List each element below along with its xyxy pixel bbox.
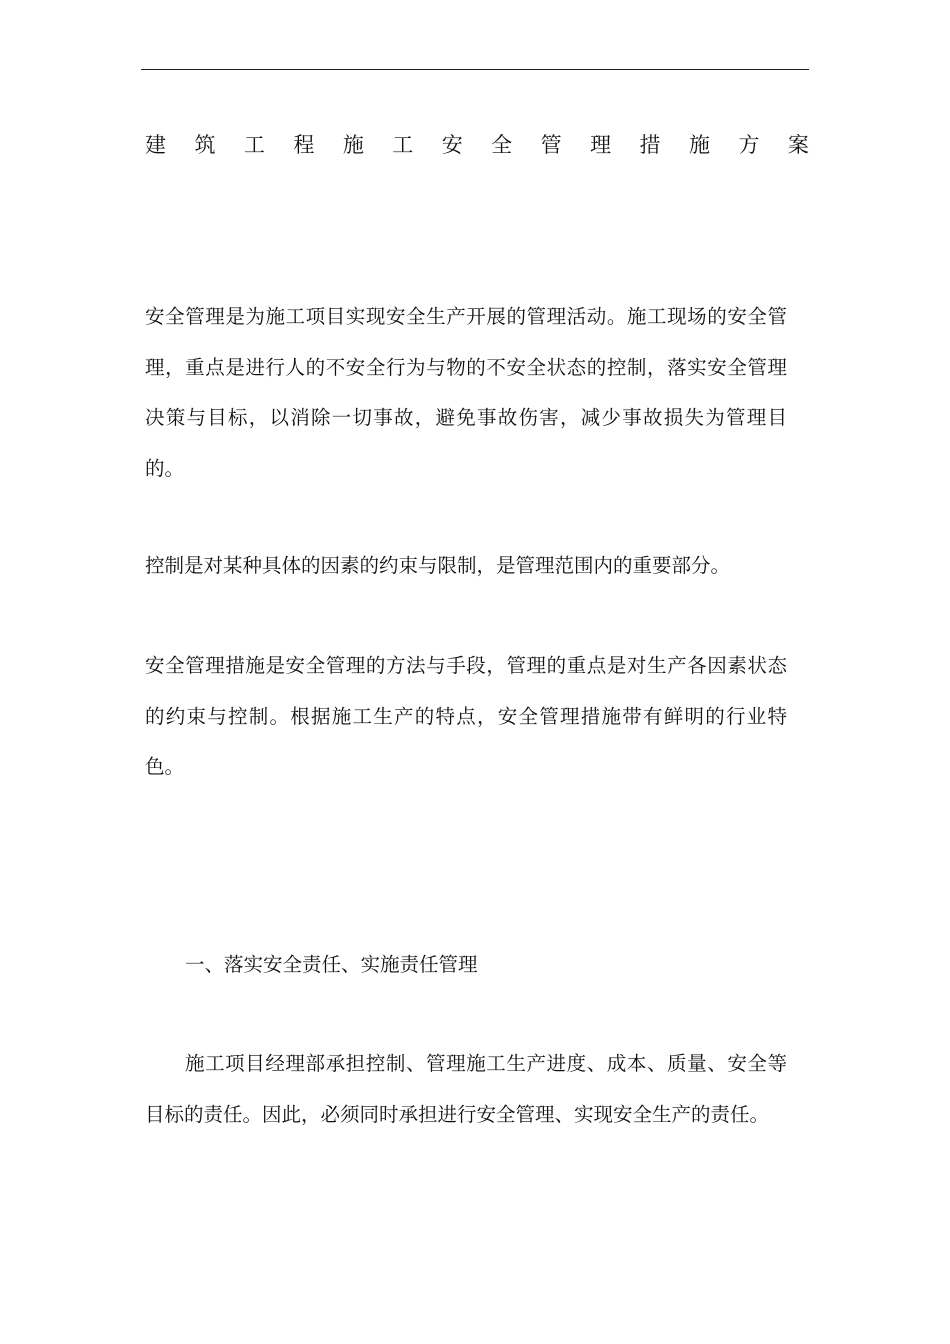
title-char: 理	[590, 133, 612, 157]
title-char: 筑	[194, 133, 216, 157]
title-char: 措	[639, 133, 661, 157]
title-char: 程	[293, 133, 315, 157]
title-char: 施	[342, 133, 364, 157]
title-char: 建	[145, 133, 166, 157]
title-char: 案	[787, 133, 809, 157]
title-char: 安	[441, 133, 463, 157]
header-rule	[141, 69, 809, 70]
title-char: 管	[540, 133, 562, 157]
section-paragraph: 施工项目经理部承担控制、管理施工生产进度、成本、质量、安全等目标的责任。因此，必须同时承担进行安全管理、实现安全生产的责任。	[145, 1052, 787, 1126]
body-paragraph-1: 安全管理是为施工项目实现安全生产开展的管理活动。施工现场的安全管理，重点是进行人的不安全行为与物的不安全状态的控制，落实安全管理决策与目标，以消除一切事故，避免事故伤害，减少事故损失为管理目的。	[145, 305, 787, 480]
title-char: 施	[688, 133, 710, 157]
title-char: 方	[738, 133, 760, 157]
title-char: 工	[243, 133, 265, 157]
body-paragraph-2: 控制是对某种具体的因素的约束与限制，是管理范围内的重要部分。	[145, 554, 731, 577]
section-heading: 一、落实安全责任、实施责任管理	[185, 953, 478, 976]
body-paragraph-3: 安全管理措施是安全管理的方法与手段，管理的重点是对生产各因素状态的约束与控制。根据施工生产的特点，安全管理措施带有鲜明的行业特色。	[145, 654, 787, 778]
document-title	[145, 130, 809, 160]
title-char: 全	[491, 133, 513, 157]
title-char: 工	[392, 133, 414, 157]
